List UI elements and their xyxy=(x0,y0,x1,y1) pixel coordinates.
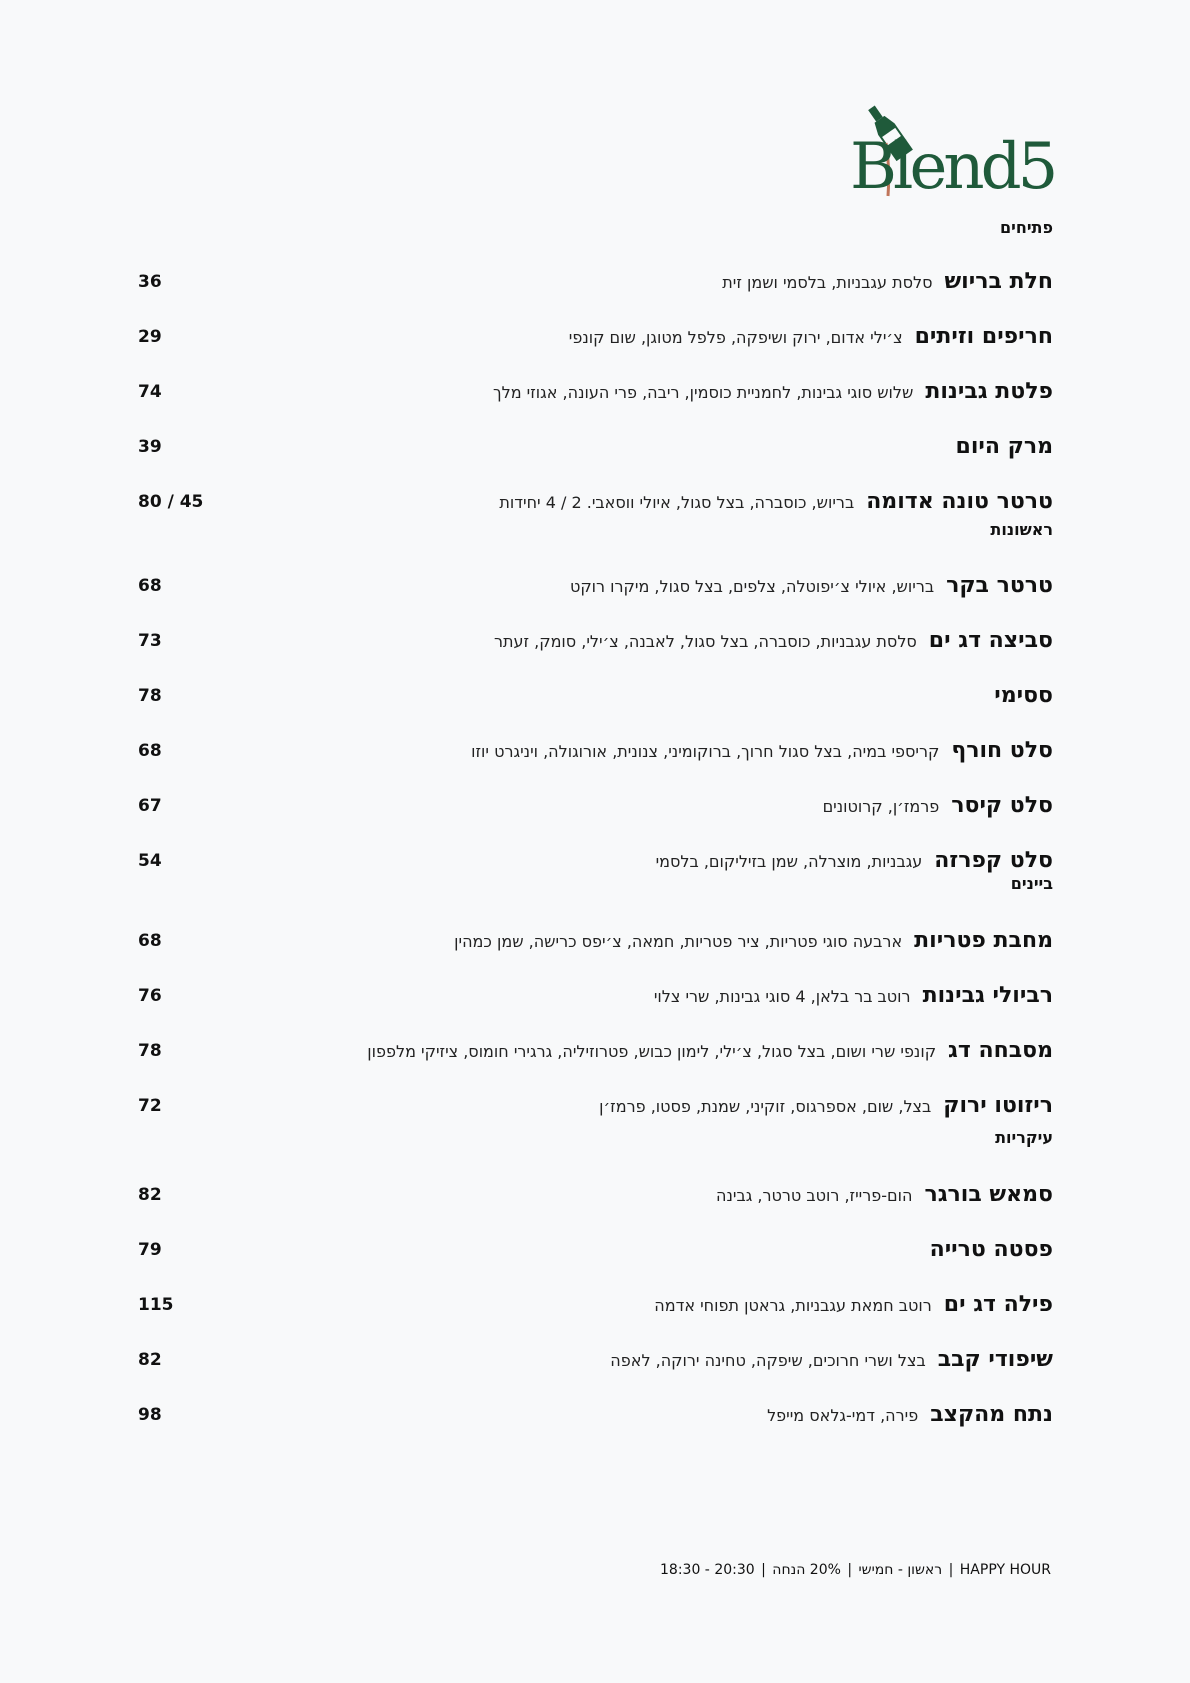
menu-item xyxy=(0,262,1190,302)
menu-item-description: סלסת עגבניות, כוסברה, בצל סגול, לאבנה, צ׳ילי, סומק, זעתר xyxy=(493,632,917,651)
menu-item xyxy=(0,1175,1190,1215)
menu-item-name: טרטר טונה אדומה xyxy=(866,489,1053,514)
menu-item-text xyxy=(656,841,1053,881)
menu-item-description: בריוש, איולי צ׳יפוטלה, צלפים, בצל סגול, מיקרו רוקט xyxy=(569,577,935,596)
menu-item-price: 68 xyxy=(138,576,162,596)
menu-item-name: שיפודי קבב xyxy=(937,1347,1053,1372)
menu-item-description: רוטב חמאת עגבניות, גראטן תפוחי אדמה xyxy=(654,1296,932,1315)
menu-item-description: עגבניות, מוצרלה, שמן בזיליקום, בלסמי xyxy=(655,852,923,871)
menu-item-text xyxy=(823,786,1053,826)
menu-item-price: 67 xyxy=(138,796,162,816)
menu-item-name: טרטר בקר xyxy=(946,573,1053,598)
menu-item-text xyxy=(494,621,1053,661)
menu-item-price: 39 xyxy=(138,437,162,457)
menu-item-price: 68 xyxy=(138,931,162,951)
menu-item-description: הום-פרייז, רוטב טרטר, גבינה xyxy=(716,1186,913,1205)
menu-item-text xyxy=(654,1285,1053,1325)
menu-item-name: סמאש בורגר xyxy=(924,1182,1053,1207)
footer-separator: | xyxy=(847,1562,853,1578)
footer-happy-hour: HAPPY HOUR xyxy=(959,1562,1051,1578)
menu-item-price: 82 xyxy=(138,1185,162,1205)
logo-wordmark: Blend5 xyxy=(850,130,1055,204)
menu-item-name: סלט חורף xyxy=(951,738,1053,763)
menu-item-price: 74 xyxy=(138,382,162,402)
menu-item xyxy=(0,1086,1190,1126)
menu-item xyxy=(0,1285,1190,1325)
menu-item-text xyxy=(610,1340,1053,1380)
section-title: ביינים xyxy=(1010,874,1053,893)
menu-item-text xyxy=(654,976,1053,1016)
menu-item-price: 76 xyxy=(138,986,162,1006)
menu-item-description: שלוש סוגי גבינות, לחמניית כוסמין, ריבה, פרי העונה, אגוזי מלך xyxy=(493,383,914,402)
menu-item-price: 78 xyxy=(138,1041,162,1061)
menu-item-description: רוטב בר בלאן, 4 סוגי גבינות, שרי צלוי xyxy=(653,987,911,1006)
menu-item xyxy=(0,566,1190,606)
menu-item-text xyxy=(499,482,1053,522)
menu-item-name: רביולי גבינות xyxy=(922,983,1053,1008)
menu-item-text xyxy=(570,566,1053,606)
menu-item-price: 78 xyxy=(138,686,162,706)
menu-item-description: בצל, שום, אספרגוס, זוקיני, שמנת, פסטו, פרמז׳ן xyxy=(599,1097,932,1116)
menu-item xyxy=(0,1031,1190,1071)
footer-hours: 18:30 - 20:30 xyxy=(660,1562,755,1578)
menu-item-text xyxy=(599,1086,1053,1126)
menu-item xyxy=(0,1230,1190,1270)
menu-item-price: 79 xyxy=(138,1240,162,1260)
menu-item-price: 98 xyxy=(138,1405,162,1425)
menu-item-name: ססימי xyxy=(994,683,1053,708)
menu-item-name: סביצה דג ים xyxy=(928,628,1053,653)
menu-item-name: מחבת פטריות xyxy=(914,928,1053,953)
menu-item-name: פסטה טרייה xyxy=(929,1237,1053,1262)
menu-item xyxy=(0,1340,1190,1380)
menu-item-text xyxy=(930,1230,1053,1270)
menu-item-price: 80 / 45 xyxy=(138,492,204,512)
section-title: עיקריות xyxy=(995,1128,1053,1147)
menu-item-name: סלט קיסר xyxy=(951,793,1053,818)
brand-logo xyxy=(850,98,1055,208)
menu-item-name: פילה דג ים xyxy=(943,1292,1053,1317)
section-title: פתיחים xyxy=(999,218,1053,237)
menu-item-description: בריוש, כוסברה, בצל סגול, איולי ווסאבי. 2 / 4 יחידות xyxy=(499,493,855,512)
menu-item-name: חריפים וזיתים xyxy=(914,324,1053,349)
menu-item-text xyxy=(367,1031,1053,1071)
section-title: ראשונות xyxy=(990,520,1053,539)
menu-item-name: סלט קפרזה xyxy=(934,848,1053,873)
menu-item-description: ארבעה סוגי פטריות, ציר פטריות, חמאה, צ׳יפס כרישה, שמן כמהין xyxy=(454,932,903,951)
menu-item xyxy=(0,676,1190,716)
menu-item-text xyxy=(493,372,1053,412)
menu-item-name: פלטת גבינות xyxy=(925,379,1053,404)
footer-separator: | xyxy=(948,1562,954,1578)
menu-item xyxy=(0,1395,1190,1435)
footer-days: ראשון - חמישי xyxy=(858,1562,943,1578)
menu-item-price: 73 xyxy=(138,631,162,651)
menu-item xyxy=(0,427,1190,467)
menu-item-description: פירה, דמי-גלאס מייפל xyxy=(767,1406,919,1425)
menu-item-name: ריזוטו ירוק xyxy=(943,1093,1053,1118)
menu-item-price: 36 xyxy=(138,272,162,292)
menu-item xyxy=(0,731,1190,771)
menu-item xyxy=(0,372,1190,412)
menu-item-name: מסבחה דג xyxy=(948,1038,1053,1063)
menu-item-description: בצל ושרי חרוכים, שיפקה, טחינה ירוקה, לאפה xyxy=(610,1351,926,1370)
menu-item xyxy=(0,317,1190,357)
menu-item xyxy=(0,976,1190,1016)
menu-item-name: מרק היום xyxy=(955,434,1053,459)
menu-item xyxy=(0,921,1190,961)
menu-item-text xyxy=(454,921,1053,961)
menu-item-text xyxy=(956,427,1054,467)
menu-item-description: סלסת עגבניות, בלסמי ושמן זית xyxy=(722,273,933,292)
happy-hour-footer xyxy=(659,1562,1052,1578)
menu-item-text xyxy=(716,1175,1053,1215)
menu-item-description: צ׳ילי אדום, ירוק ושיפקה, פלפל מטוגן, שום קונפי xyxy=(568,328,903,347)
menu-item-text xyxy=(569,317,1053,357)
menu-item xyxy=(0,482,1190,522)
menu-item-text xyxy=(994,676,1053,716)
menu-item-name: נתח מהקצב xyxy=(930,1402,1053,1427)
menu-item-price: 54 xyxy=(138,851,162,871)
menu-item-price: 68 xyxy=(138,741,162,761)
menu-item-price: 82 xyxy=(138,1350,162,1370)
menu-item-price: 29 xyxy=(138,327,162,347)
footer-separator: | xyxy=(761,1562,766,1578)
menu-item-description: קונפי שרי ושום, בצל סגול, צ׳ילי, לימון כבוש, פטרוזיליה, גרגירי חומוס, ציזיקי מלפפון xyxy=(367,1042,937,1061)
menu-item-description: קריספי במיה, בצל סגול חרוך, ברוקומיני, צנונית, אורוגולה, ויניגרט יוזו xyxy=(471,742,940,761)
menu-item-text xyxy=(471,731,1053,771)
menu-item-price: 115 xyxy=(138,1295,174,1315)
menu-item-text xyxy=(722,262,1053,302)
menu-item-description: פרמז׳ן, קרוטונים xyxy=(822,797,940,816)
menu-item-name: חלת בריוש xyxy=(944,269,1053,294)
menu-item-text xyxy=(767,1395,1053,1435)
menu-item xyxy=(0,786,1190,826)
footer-discount: 20% הנחה xyxy=(772,1562,841,1578)
menu-item xyxy=(0,621,1190,661)
menu-item-price: 72 xyxy=(138,1096,162,1116)
